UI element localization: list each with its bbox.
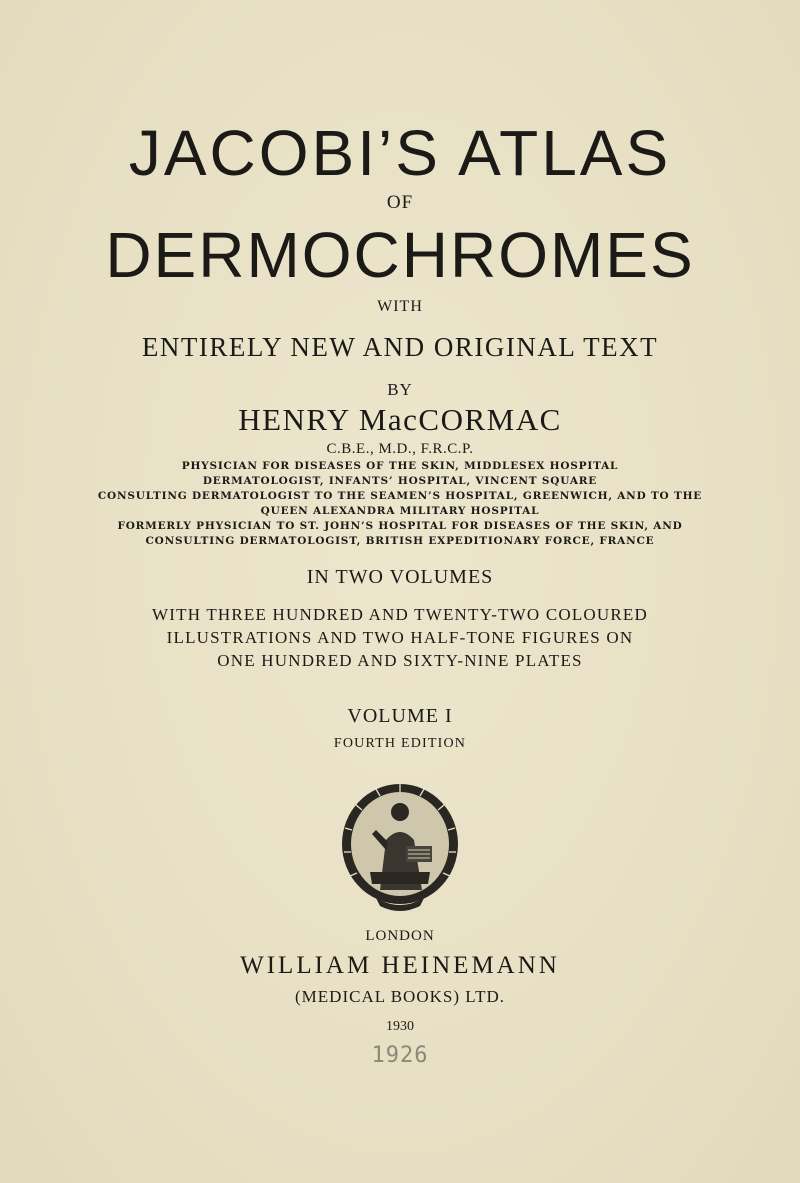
publisher-name: WILLIAM HEINEMANN [240,952,560,979]
subtitle: ENTIRELY NEW AND ORIGINAL TEXT [141,332,659,362]
credential-line: PHYSICIAN FOR DISEASES OF THE SKIN, MIDDLESEX HOSPITAL [181,460,619,472]
title-line-1: JACOBI’S ATLAS [128,117,672,189]
illustrations-line: ONE HUNDRED AND SIXTY-NINE PLATES [217,651,583,670]
publication-year: 1930 [386,1019,414,1034]
author-name: HENRY MacCORMAC [238,402,562,437]
author-degrees: C.B.E., M.D., F.R.C.P. [326,441,474,457]
publisher-imprint: (MEDICAL BOOKS) LTD. [295,987,505,1006]
credential-line: QUEEN ALEXANDRA MILITARY HOSPITAL [260,505,540,517]
publisher-device-icon [336,780,464,915]
illustrations-line: ILLUSTRATIONS AND TWO HALF-TONE FIGURES ON [166,628,634,647]
publisher-city: LONDON [365,928,435,944]
with-label: WITH [377,298,423,315]
by-label: BY [387,380,413,399]
volume-number: VOLUME I [347,705,453,727]
title-line-3: DERMOCHROMES [105,219,695,291]
illustrations-line: WITH THREE HUNDRED AND TWENTY-TWO COLOURED [152,605,648,624]
credential-line: CONSULTING DERMATOLOGIST, BRITISH EXPEDITIONARY FORCE, FRANCE [145,535,655,547]
handwritten-year: 1926 [371,1043,429,1068]
credential-line: CONSULTING DERMATOLOGIST TO THE SEAMEN’S HOSPITAL, GREENWICH, AND TO THE [97,490,703,502]
title-line-2: OF [386,192,414,213]
volumes-count: IN TWO VOLUMES [306,566,494,588]
credential-line: FORMERLY PHYSICIAN TO ST. JOHN’S HOSPITAL FOR DISEASES OF THE SKIN, AND [117,520,683,532]
credential-line: DERMATOLOGIST, INFANTS’ HOSPITAL, VINCENT SQUARE [202,475,598,487]
edition: FOURTH EDITION [333,736,467,751]
